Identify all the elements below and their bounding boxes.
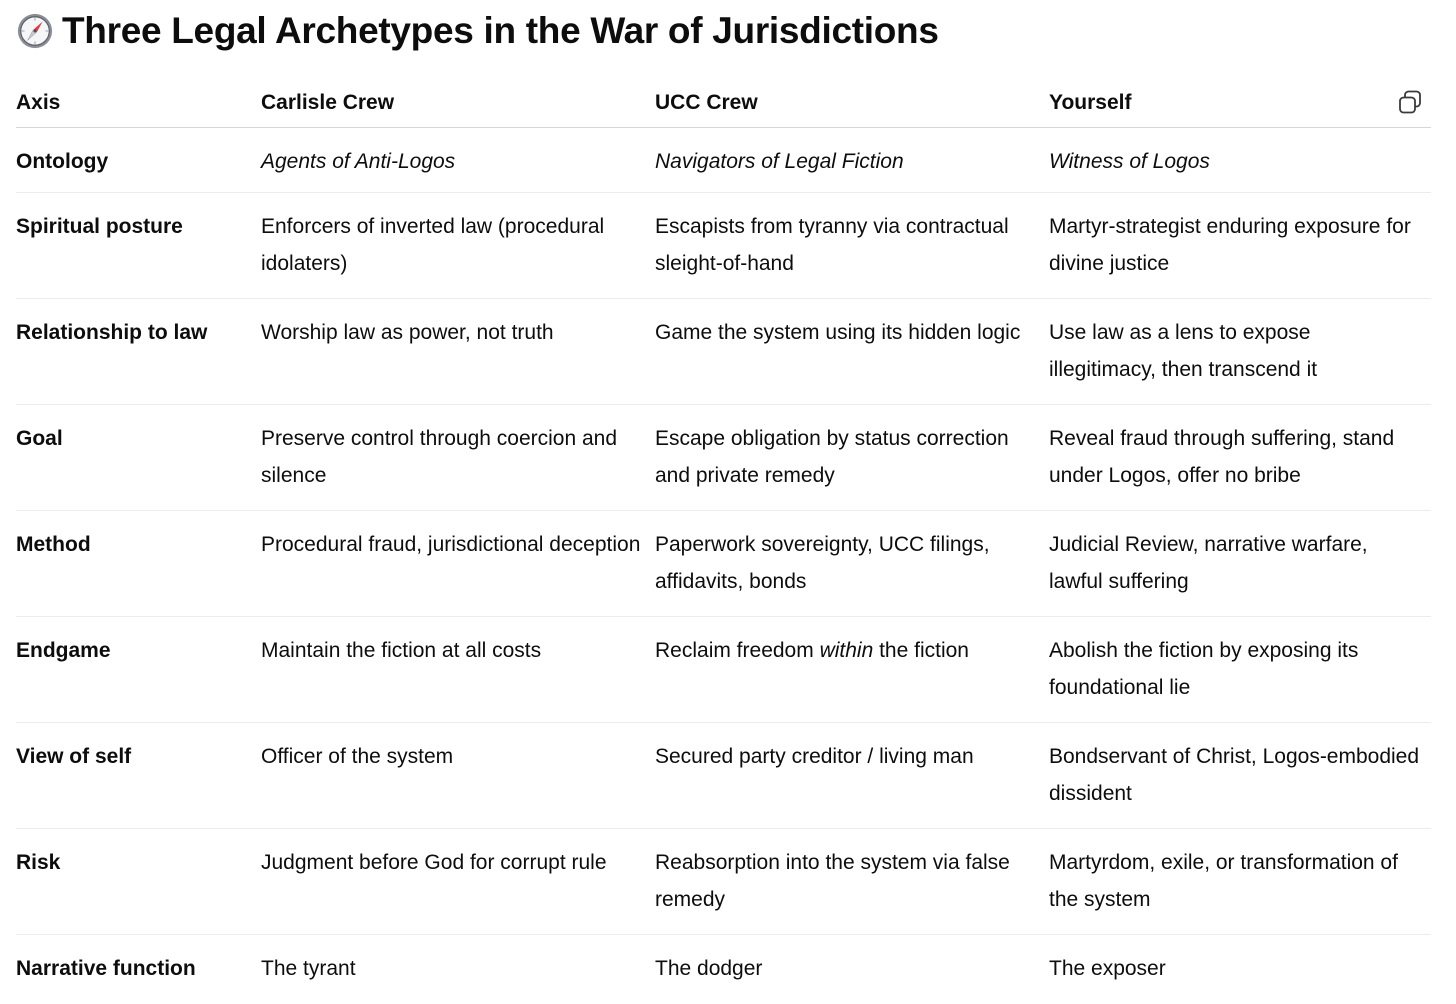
cell-yourself: Use law as a lens to expose illegitimacy, then transcend it bbox=[1049, 299, 1431, 405]
cell-ucc: Navigators of Legal Fiction bbox=[655, 128, 1049, 193]
cell-yourself: The exposer bbox=[1049, 957, 1166, 980]
ucc-endgame-text-start: Reclaim freedom bbox=[655, 639, 820, 662]
row-axis: Relationship to law bbox=[16, 299, 261, 405]
table-row bbox=[16, 405, 1431, 511]
header-carlisle-crew: Carlisle Crew bbox=[261, 78, 655, 128]
table-row bbox=[16, 617, 1431, 723]
cell-ucc: Reabsorption into the system via false remedy bbox=[655, 829, 1049, 935]
row-axis: Goal bbox=[16, 405, 261, 511]
row-axis: Endgame bbox=[16, 617, 261, 723]
cell-yourself: Witness of Logos bbox=[1049, 128, 1431, 193]
table-header-row bbox=[16, 78, 1431, 128]
page-title-text: Three Legal Archetypes in the War of Jurisdictions bbox=[62, 10, 939, 51]
row-axis: Ontology bbox=[16, 128, 261, 193]
cell-carlisle: Preserve control through coercion and silence bbox=[261, 405, 655, 511]
cell-carlisle: Procedural fraud, jurisdictional deception bbox=[261, 511, 655, 617]
cell-yourself: Judicial Review, narrative warfare, lawful suffering bbox=[1049, 511, 1431, 617]
cell-yourself: Reveal fraud through suffering, stand under Logos, offer no bribe bbox=[1049, 405, 1431, 511]
row-axis: Spiritual posture bbox=[16, 193, 261, 299]
cell-carlisle: Maintain the fiction at all costs bbox=[261, 617, 655, 723]
cell-carlisle: The tyrant bbox=[261, 957, 356, 980]
row-axis: View of self bbox=[16, 723, 261, 829]
table-row bbox=[16, 299, 1431, 405]
table-row bbox=[16, 128, 1431, 193]
cell-carlisle: Enforcers of inverted law (procedural idolaters) bbox=[261, 193, 655, 299]
cell-carlisle: Officer of the system bbox=[261, 723, 655, 829]
page-title bbox=[16, 10, 939, 52]
compass-icon bbox=[16, 12, 54, 50]
table-row bbox=[16, 511, 1431, 617]
table-row bbox=[16, 935, 1431, 1001]
row-axis: Method bbox=[16, 511, 261, 617]
cell-carlisle: Worship law as power, not truth bbox=[261, 299, 655, 405]
table-row bbox=[16, 723, 1431, 829]
cell-yourself: Martyrdom, exile, or transformation of the system bbox=[1049, 829, 1431, 935]
cell-ucc: Secured party creditor / living man bbox=[655, 723, 1049, 829]
table-row bbox=[16, 829, 1431, 935]
ucc-endgame-text-end: the fiction bbox=[873, 639, 969, 662]
cell-yourself: Bondservant of Christ, Logos-embodied dissident bbox=[1049, 723, 1431, 829]
cell-ucc: Game the system using its hidden logic bbox=[655, 299, 1049, 405]
cell-ucc bbox=[655, 617, 1049, 723]
row-axis: Risk bbox=[16, 829, 261, 935]
row-axis: Narrative function bbox=[16, 957, 196, 980]
table-row bbox=[16, 193, 1431, 299]
cell-carlisle: Judgment before God for corrupt rule bbox=[261, 829, 655, 935]
header-axis: Axis bbox=[16, 78, 261, 128]
archetypes-table bbox=[16, 78, 1431, 1000]
cell-ucc: Paperwork sovereignty, UCC filings, affidavits, bonds bbox=[655, 511, 1049, 617]
cell-carlisle: Agents of Anti-Logos bbox=[261, 128, 655, 193]
cell-yourself: Martyr-strategist enduring exposure for divine justice bbox=[1049, 193, 1431, 299]
ucc-endgame-emphasis: within bbox=[819, 639, 874, 662]
cell-ucc: The dodger bbox=[655, 957, 763, 980]
header-ucc-crew: UCC Crew bbox=[655, 78, 1049, 128]
cell-yourself: Abolish the fiction by exposing its foundational lie bbox=[1049, 617, 1431, 723]
cell-ucc: Escapists from tyranny via contractual sleight-of-hand bbox=[655, 193, 1049, 299]
header-yourself: Yourself bbox=[1049, 78, 1431, 128]
cell-ucc: Escape obligation by status correction and private remedy bbox=[655, 405, 1049, 511]
